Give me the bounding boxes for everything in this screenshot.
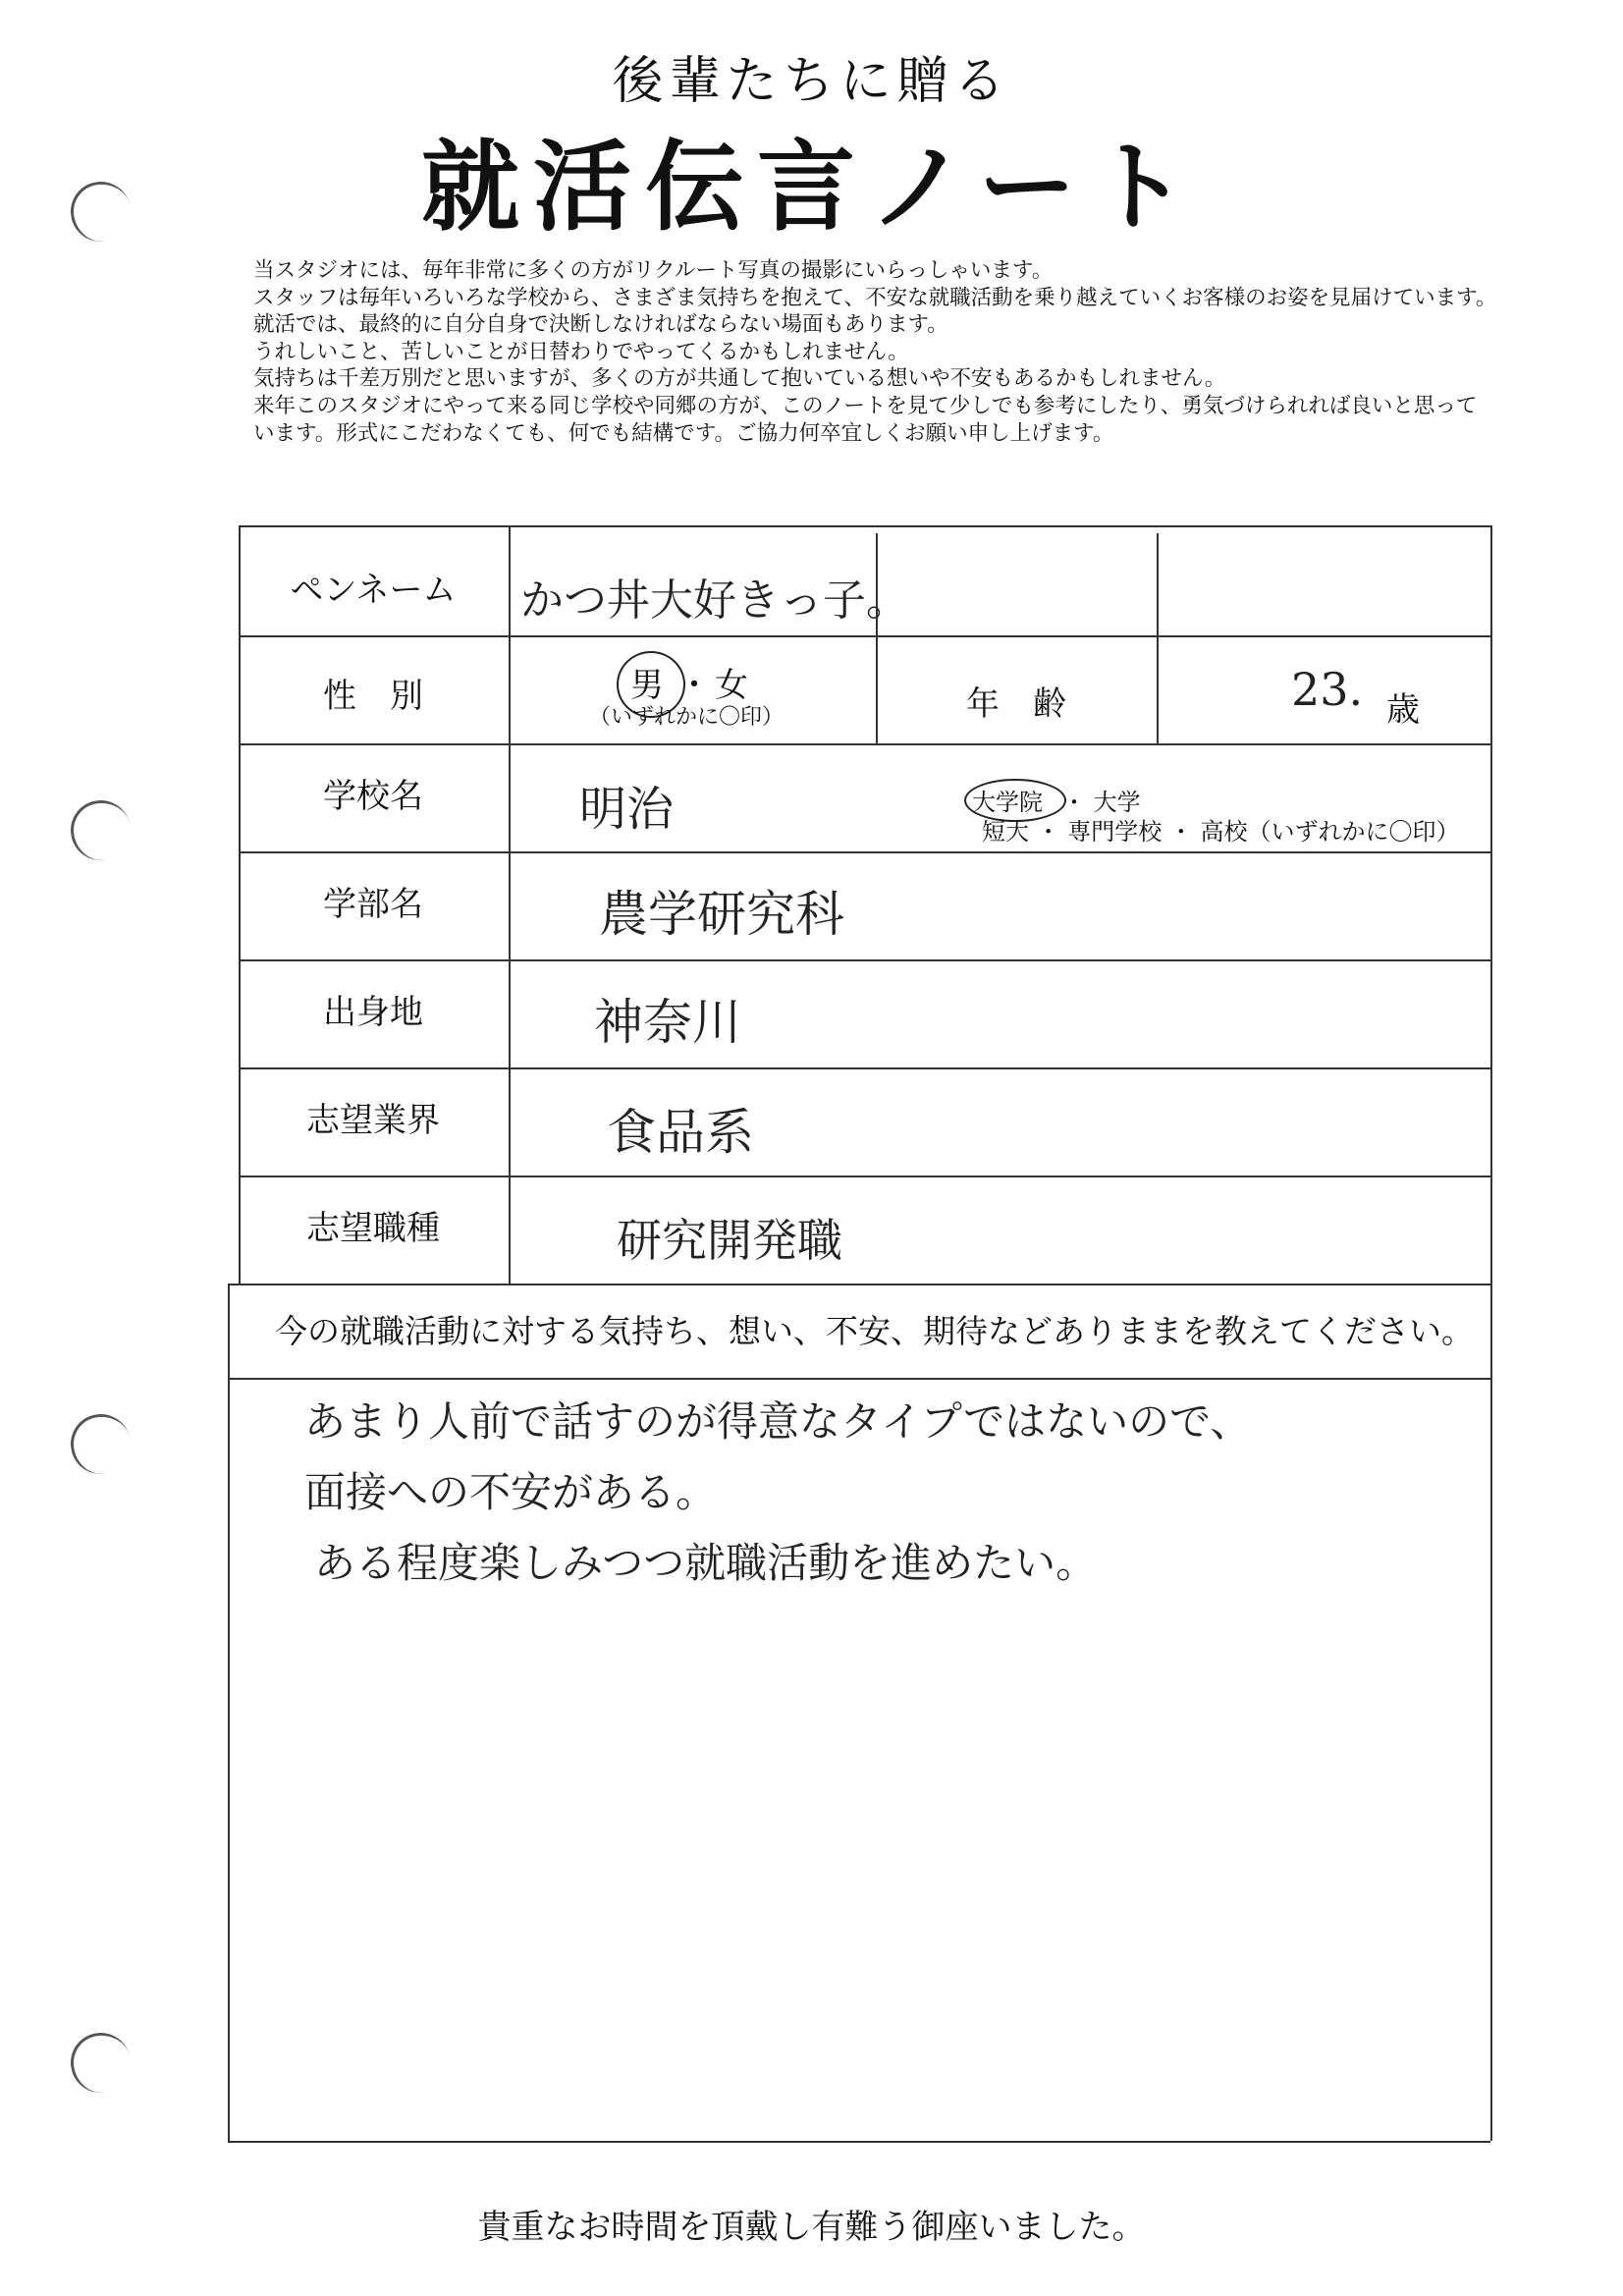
job-value: 研究開発職 bbox=[617, 1214, 842, 1267]
punch-hole-2 bbox=[66, 795, 135, 865]
school-type-other: 短大 ・ 専門学校 ・ 高校（いずれかに〇印） bbox=[982, 818, 1460, 846]
gender-separator: ・ bbox=[677, 666, 711, 705]
page-title: 就活伝言ノート bbox=[421, 130, 1202, 245]
age-label: 年 齢 bbox=[966, 684, 1066, 724]
school-type-graduate: 大学院 bbox=[972, 789, 1043, 816]
intro-line: います。形式にこだわなくても、何でも結構です。ご協力何卒宜しくお願い申し上げます。 bbox=[253, 420, 1114, 446]
school-label: 学校名 bbox=[323, 777, 423, 816]
age-value: 23. bbox=[1291, 663, 1364, 716]
pen-name-value: かつ丼大好きっ子。 bbox=[520, 575, 909, 626]
faculty-value: 農学研究科 bbox=[599, 886, 844, 943]
column-divider bbox=[1157, 533, 1159, 743]
row-divider bbox=[239, 743, 1490, 745]
page-subtitle: 後輩たちに贈る bbox=[612, 52, 1011, 111]
column-divider bbox=[228, 1284, 230, 2141]
pen-name-label: ペンネーム bbox=[290, 571, 457, 610]
answer-line: 面接への不安がある。 bbox=[304, 1468, 718, 1516]
row-divider bbox=[228, 1284, 1490, 1285]
footer-thanks: 貴重なお時間を頂戴し有難う御座いました。 bbox=[477, 2208, 1146, 2247]
industry-value: 食品系 bbox=[607, 1104, 754, 1161]
age-unit: 歳 bbox=[1386, 690, 1420, 730]
answer-line: あまり人前で話すのが得意なタイプではないので、 bbox=[304, 1397, 1252, 1446]
gender-label: 性 別 bbox=[323, 677, 423, 716]
school-value: 明治 bbox=[579, 782, 675, 837]
job-label: 志望職種 bbox=[306, 1209, 440, 1248]
column-divider bbox=[1490, 525, 1492, 2141]
punch-hole-4 bbox=[66, 2028, 135, 2098]
intro-text bbox=[253, 257, 1589, 447]
row-divider bbox=[239, 959, 1490, 961]
school-type-university: ・ 大学 bbox=[1062, 789, 1141, 816]
hometown-value: 神奈川 bbox=[594, 994, 741, 1051]
row-divider bbox=[228, 1378, 1490, 1380]
intro-line: 気持ちは千差万別だと思いますが、多くの方が共通して抱いている想いや不安もあるかもしれません。 bbox=[253, 366, 1226, 392]
gender-note: （いずれかに〇印） bbox=[589, 705, 784, 730]
row-divider bbox=[239, 851, 1490, 853]
row-divider bbox=[239, 635, 1490, 637]
row-divider bbox=[239, 525, 1490, 527]
gender-male: 男 bbox=[630, 666, 664, 705]
faculty-label: 学部名 bbox=[323, 885, 423, 924]
intro-line: 来年このスタジオにやって来る同じ学校や同郷の方が、このノートを見て少しでも参考にしたり、勇気づけられれば良いと思って bbox=[253, 393, 1478, 418]
question-prompt: 今の就職活動に対する気持ち、想い、不安、期待などありままを教えてください。 bbox=[275, 1312, 1474, 1350]
industry-label: 志望業界 bbox=[306, 1101, 440, 1140]
hometown-label: 出身地 bbox=[323, 993, 423, 1032]
gender-female: 女 bbox=[715, 666, 748, 705]
intro-line: スタッフは毎年いろいろな学校から、さまざま気持ちを抱えて、不安な就職活動を乗り越えていくお客様のお姿を見届けています。 bbox=[253, 285, 1497, 310]
answer-line: ある程度楽しみつつ就職活動を進めたい。 bbox=[314, 1539, 1098, 1587]
row-divider bbox=[239, 1175, 1490, 1177]
row-divider bbox=[228, 2141, 1490, 2143]
row-divider bbox=[239, 1067, 1490, 1069]
intro-line: うれしいこと、苦しいことが日替わりでやってくるかもしれません。 bbox=[253, 339, 909, 364]
intro-line: 当スタジオには、毎年非常に多くの方がリクルート写真の撮影にいらっしゃいます。 bbox=[253, 258, 1054, 283]
intro-line: 就活では、最終的に自分自身で決断しなければならない場面もあります。 bbox=[253, 312, 948, 338]
punch-hole-3 bbox=[66, 1409, 135, 1479]
